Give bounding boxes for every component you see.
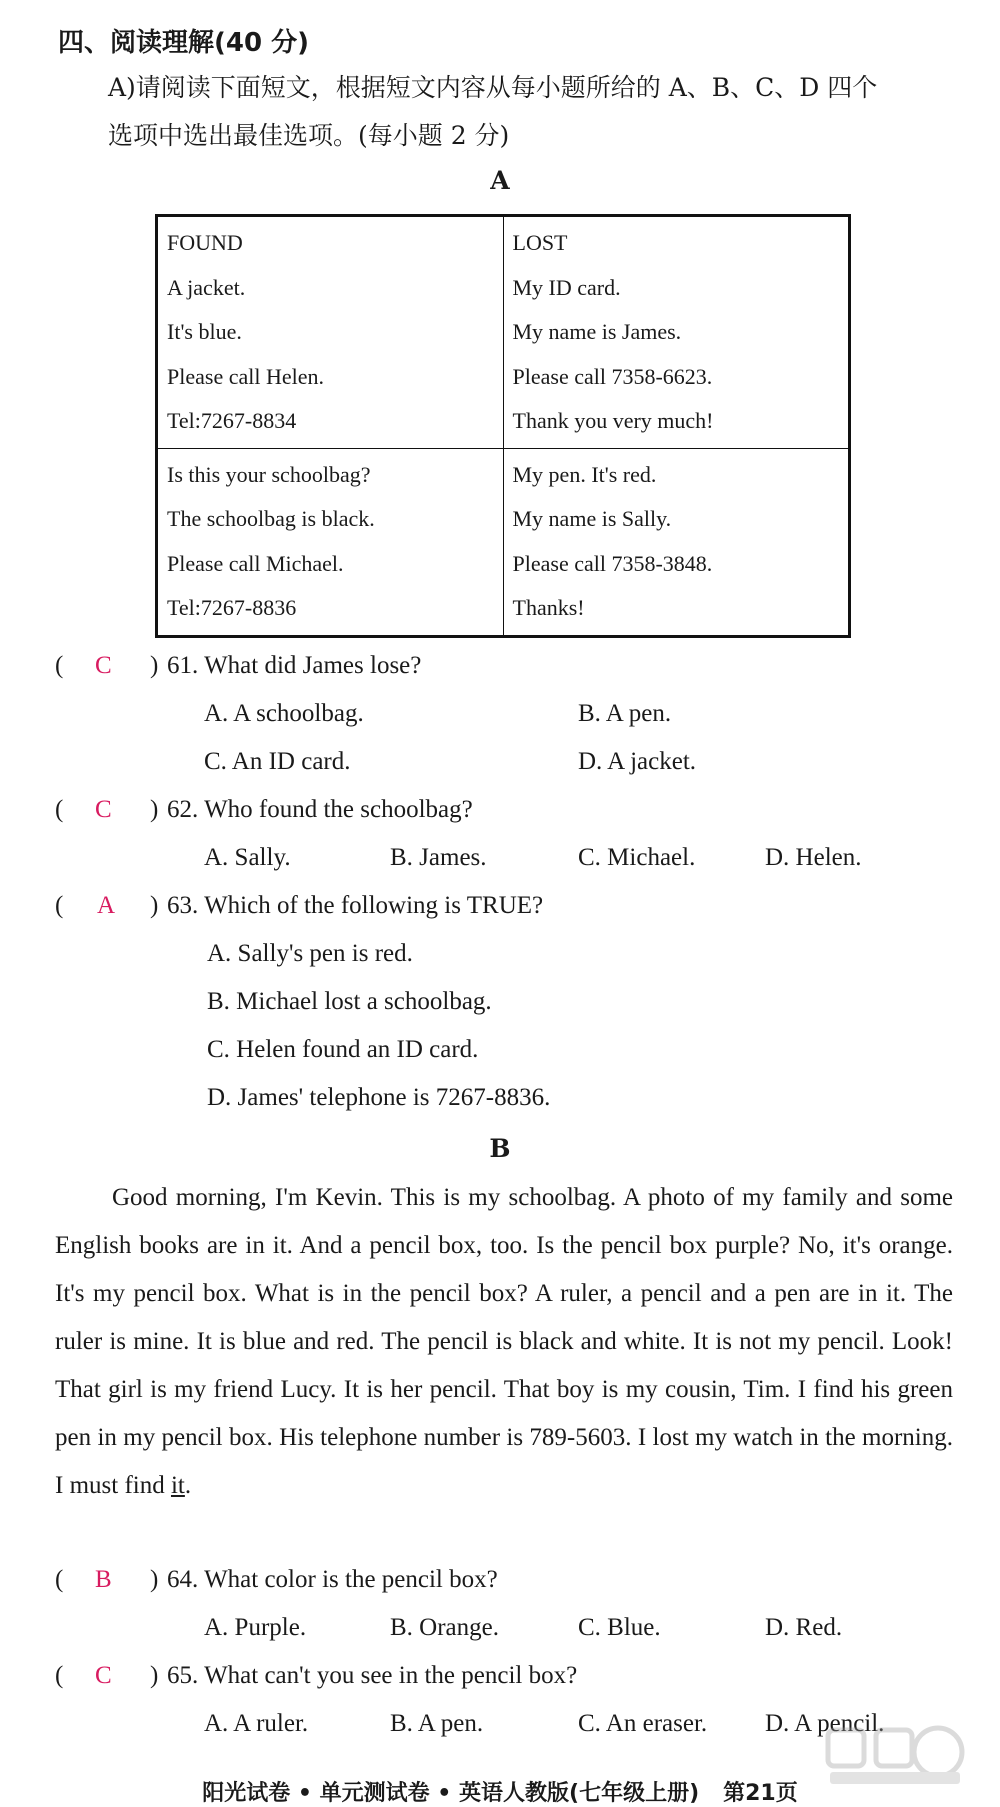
section-title: 四、阅读理解(40 分) bbox=[58, 28, 309, 58]
option-b: B. Orange. bbox=[390, 1614, 499, 1641]
notice-line: Tel:7267-8836 bbox=[167, 595, 297, 621]
option-d: D. A jacket. bbox=[578, 748, 697, 775]
question-number: 61 bbox=[167, 652, 192, 679]
question-number: 62 bbox=[167, 796, 192, 823]
question-text: Which of the following is TRUE? bbox=[204, 892, 544, 919]
answer-bracket: ( C ) bbox=[55, 1662, 159, 1689]
option-a: A. Sally. bbox=[204, 844, 291, 871]
answer-mark: B bbox=[95, 1566, 112, 1593]
option-d: D. Red. bbox=[765, 1614, 843, 1641]
instruction-line-1: A)请阅读下面短文，根据短文内容从每小题所给的 A、B、C、D 四个 bbox=[108, 73, 878, 102]
question-63: ( A ) 63. Which of the following is TRUE? bbox=[55, 892, 544, 919]
option-b: B. A pen. bbox=[578, 700, 672, 727]
answer-mark: C bbox=[95, 1662, 112, 1689]
notice-lost-pen bbox=[503, 448, 850, 636]
passage-underlined-word: it bbox=[170, 1472, 185, 1499]
notice-line: Thanks! bbox=[512, 595, 585, 621]
question-text: Who found the schoolbag? bbox=[204, 796, 473, 823]
option-b: B. James. bbox=[390, 844, 487, 871]
question-text: What color is the pencil box? bbox=[204, 1566, 498, 1593]
notice-line: A jacket. bbox=[167, 274, 246, 300]
instructions bbox=[58, 64, 958, 160]
question-61: ( C ) 61. What did James lose? bbox=[55, 652, 422, 679]
notice-line: My name is Sally. bbox=[512, 506, 672, 532]
question-text: What did James lose? bbox=[204, 652, 422, 679]
answer-mark: C bbox=[95, 796, 112, 823]
question-number: 65 bbox=[167, 1662, 192, 1689]
answer-bracket: ( C ) bbox=[55, 796, 159, 823]
option-d: D. Helen. bbox=[765, 844, 862, 871]
notices-table bbox=[155, 214, 851, 638]
notice-line: Is this your schoolbag? bbox=[167, 461, 371, 487]
option-d: D. A pencil. bbox=[765, 1710, 885, 1737]
answer-bracket: ( A ) bbox=[55, 892, 159, 919]
notice-lost-id-card bbox=[503, 216, 850, 449]
notice-found-jacket bbox=[157, 216, 504, 449]
option-c: C. Helen found an ID card. bbox=[207, 1036, 479, 1063]
passage-end: . bbox=[184, 1472, 192, 1499]
passage-a-label: A bbox=[490, 166, 510, 195]
notice-line: Please call Michael. bbox=[167, 550, 344, 576]
footer-title: 阳光试卷 • 单元测试卷 • 英语人教版(七年级上册) bbox=[202, 1781, 700, 1806]
page-number: 第21页 bbox=[723, 1781, 798, 1806]
question-number: 64 bbox=[167, 1566, 192, 1593]
question-64: ( B ) 64. What color is the pencil box? bbox=[55, 1566, 498, 1593]
option-d: D. James' telephone is 7267-8836. bbox=[207, 1084, 551, 1111]
page-footer bbox=[0, 1776, 1000, 1807]
option-c: C. An ID card. bbox=[204, 748, 351, 775]
question-number: 63 bbox=[167, 892, 192, 919]
notice-line: FOUND bbox=[167, 230, 243, 255]
notice-line: Please call 7358-6623. bbox=[512, 363, 713, 389]
question-text: What can't you see in the pencil box? bbox=[204, 1662, 578, 1689]
option-c: C. Michael. bbox=[578, 844, 696, 871]
notice-line: My pen. It's red. bbox=[512, 461, 657, 487]
notice-line: It's blue. bbox=[167, 319, 242, 344]
notice-line: Thank you very much! bbox=[512, 408, 714, 433]
notice-line: My name is James. bbox=[512, 319, 682, 344]
notice-line: The schoolbag is black. bbox=[167, 506, 375, 532]
passage-b-text bbox=[55, 1174, 953, 1510]
option-c: C. An eraser. bbox=[578, 1710, 708, 1737]
option-c: C. Blue. bbox=[578, 1614, 661, 1641]
answer-bracket: ( B ) bbox=[55, 1566, 159, 1593]
notice-found-schoolbag bbox=[157, 448, 504, 636]
option-b: B. Michael lost a schoolbag. bbox=[207, 988, 492, 1015]
passage-b-label: B bbox=[489, 1134, 511, 1163]
answer-mark: A bbox=[97, 892, 116, 919]
answer-bracket: ( C ) bbox=[55, 652, 159, 679]
option-b: B. A pen. bbox=[390, 1710, 484, 1737]
option-a: A. A schoolbag. bbox=[204, 700, 364, 727]
option-a: A. Purple. bbox=[204, 1614, 307, 1641]
passage-body: Good morning, I'm Kevin. This is my schoolbag. A photo of my family and some English books are in it. And a pencil box, too. Is the pencil box purple? No, it's orange. It's my pencil box. What is in the pencil box? A ruler, a pencil and a pen are in it. The ruler is mine. It is blue and red. The pencil is black and white. It is not my pencil. Look! That girl is my friend Lucy. It is her pencil. That boy is my cousin, Tim. I find his green pen in my pencil box. His telephone number is 789-5603. I lost my watch in the morning. I must find bbox=[55, 1184, 953, 1499]
option-a: A. Sally's pen is red. bbox=[207, 940, 413, 967]
question-65: ( C ) 65. What can't you see in the pencil box? bbox=[55, 1662, 578, 1689]
notice-line: LOST bbox=[512, 230, 568, 255]
notice-line: Please call Helen. bbox=[167, 363, 324, 389]
option-a: A. A ruler. bbox=[204, 1710, 309, 1737]
notice-line: My ID card. bbox=[512, 274, 621, 300]
notice-line: Tel:7267-8834 bbox=[167, 408, 297, 433]
answer-mark: C bbox=[95, 652, 112, 679]
notice-line: Please call 7358-3848. bbox=[512, 550, 713, 576]
question-62: ( C ) 62. Who found the schoolbag? bbox=[55, 796, 473, 823]
instruction-line-2: 选项中选出最佳选项。(每小题 2 分) bbox=[108, 121, 510, 150]
